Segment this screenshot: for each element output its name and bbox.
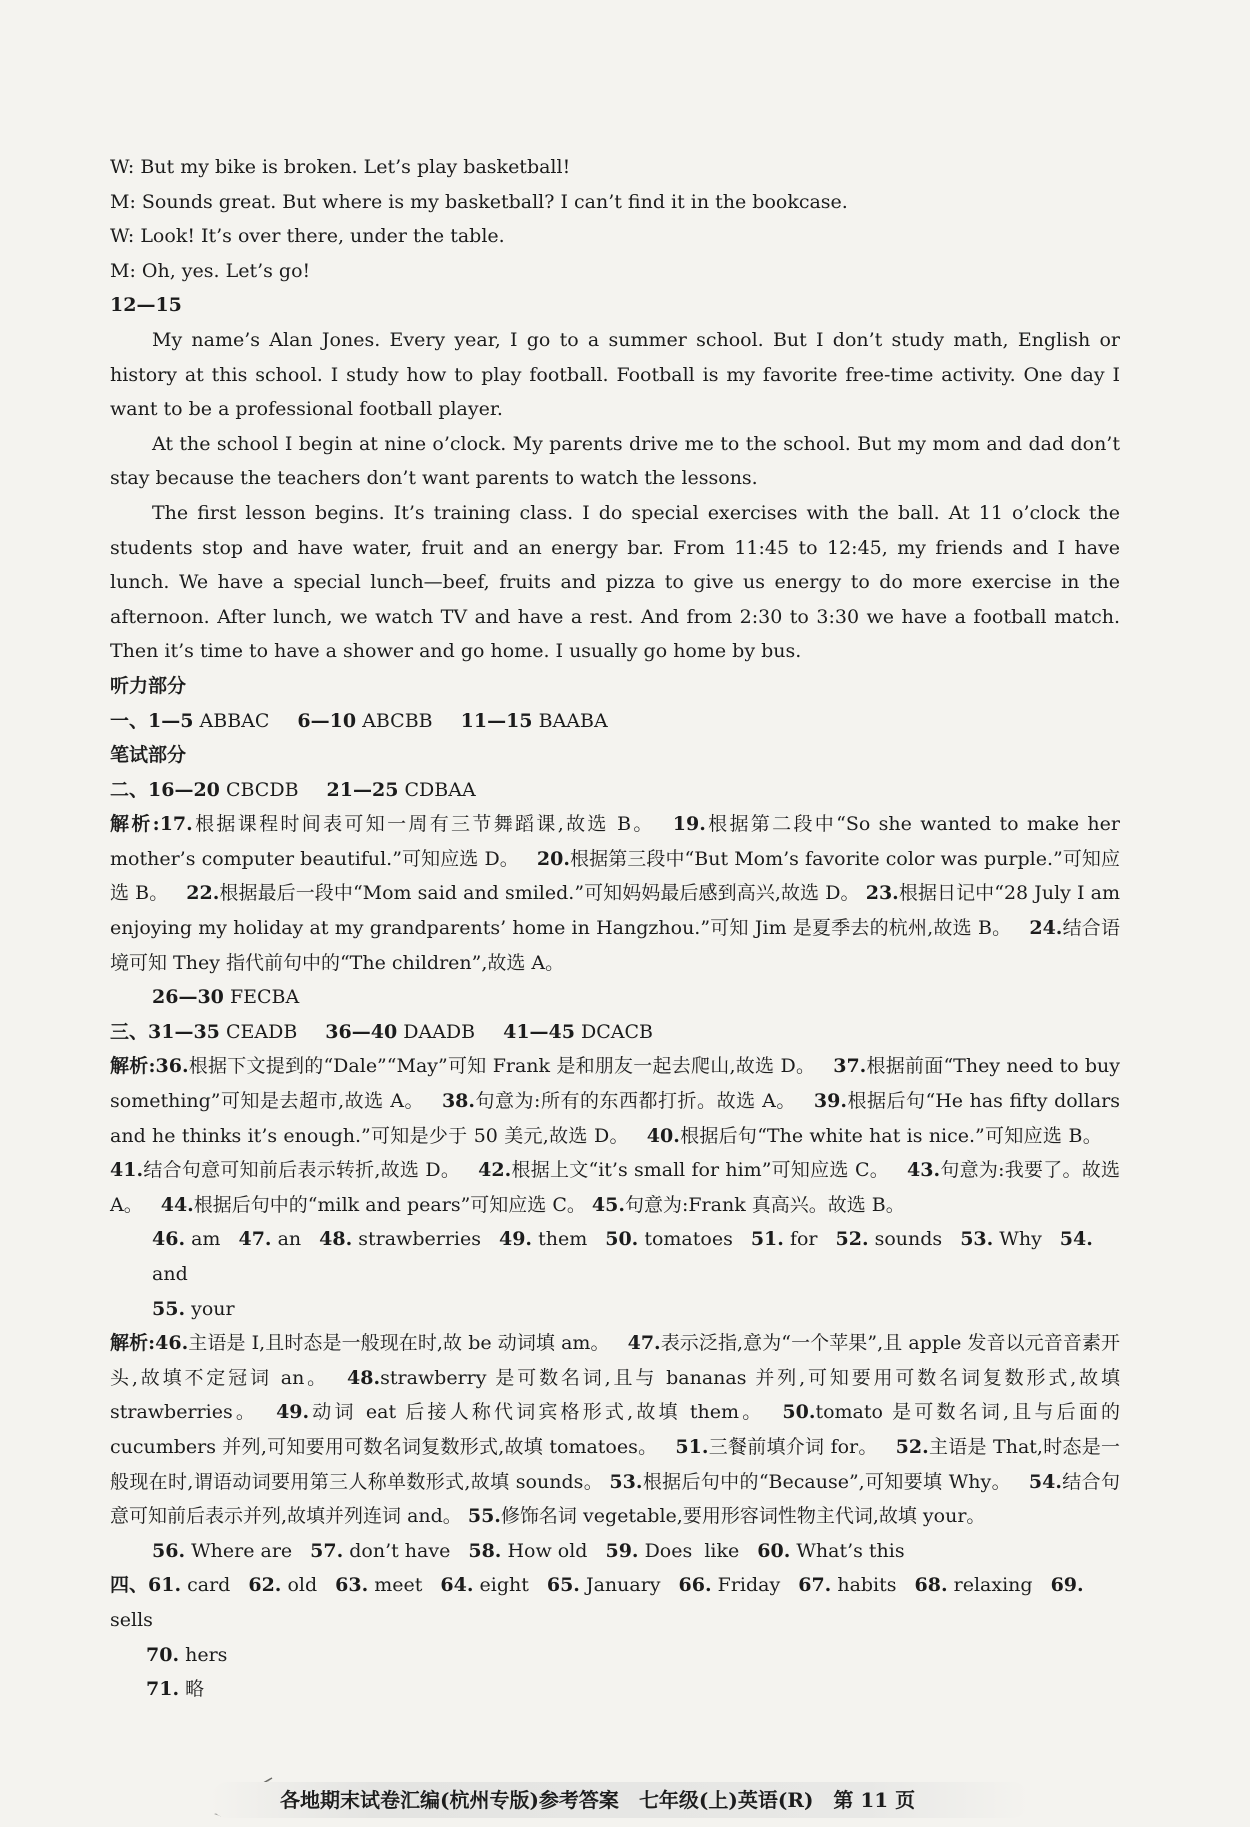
group-answer: BAABA xyxy=(538,709,608,732)
analysis-text: 根据最后一段中“Mom said and smiled.”可知妈妈最后感到高兴,故选 D。 xyxy=(219,882,860,905)
item-number: 47. xyxy=(627,1332,661,1355)
analysis-text: 根据后句“He has fifty dollars and he thinks it’s enough.”可知是少于 50 美元,故选 D。 xyxy=(110,1090,1120,1147)
fill-word: sounds xyxy=(874,1228,943,1251)
item-number: 56. xyxy=(152,1539,186,1562)
item-number: 47. xyxy=(238,1228,272,1251)
fill-word: hers xyxy=(185,1643,228,1666)
fill-word: am xyxy=(191,1228,221,1251)
dialogue-line: M: Sounds great. But where is my basketball? I can’t find it in the bookcase. xyxy=(110,190,848,213)
item-number: 54. xyxy=(1059,1228,1093,1251)
item-number: 38. xyxy=(441,1090,476,1113)
item-number: 69. xyxy=(1050,1574,1084,1597)
item-number: 43. xyxy=(907,1159,941,1182)
item-number: 19. xyxy=(672,813,706,836)
listening-answers xyxy=(110,704,1120,739)
analysis-text: 结合语境可知 They 指代前句中的“The children”,故选 A。 xyxy=(110,917,1120,974)
item-number: 71. xyxy=(146,1678,180,1701)
passage-paragraph: The first lesson begins. It’s training class. I do special exercises with the ball. At 11 o’clock the students stop and have water, fruit and an energy bar. From 11:45 to 12:45, my friends and I have lunch. We have a special lunch—beef, fruits and pizza to give us energy to do more exercise in the afternoon. After lunch, we watch TV and have a rest. And from 2:30 to 3:30 we have a football match. Then it’s time to have a shower and go home. I usually go home by bus. xyxy=(110,501,1120,663)
section-2-answers xyxy=(110,773,1120,808)
analysis-text: strawberry 是可数名词,且与 bananas 并列,可知要用可数名词复数形式,故填 strawberries。 xyxy=(110,1366,1120,1424)
item-number: 44. xyxy=(160,1193,194,1216)
group-range: 31—35 xyxy=(148,1020,220,1043)
analysis-block-2 xyxy=(110,1049,1120,1222)
analysis-text: 句意为:我要了。故选 A。 xyxy=(110,1159,1120,1216)
analysis-text: 根据日记中“28 July I am enjoying my holiday at my grandparents’ home in Hangzhou.”可知 Jim 是夏季去的杭州,故选 B。 xyxy=(110,882,1120,940)
analysis-label: 解析: xyxy=(110,1332,156,1355)
item-number: 49. xyxy=(276,1401,310,1424)
item-number: 65. xyxy=(546,1574,580,1597)
group-answer: FECBA xyxy=(229,986,300,1009)
item-number: 45. xyxy=(591,1193,625,1216)
fill-word: for xyxy=(789,1228,818,1251)
section-prefix: 三、 xyxy=(110,1020,149,1043)
fill-word: Does like xyxy=(644,1539,740,1562)
fill-word: and xyxy=(152,1263,188,1285)
group-answer: CEADB xyxy=(225,1020,298,1043)
item-number: 24. xyxy=(1029,917,1063,940)
passage-range: 12—15 xyxy=(110,294,182,317)
analysis-text: 根据前面“They need to buy something”可知是去超市,故选 A。 xyxy=(110,1055,1120,1113)
dialogue-line: W: Look! It’s over there, under the table. xyxy=(110,225,505,248)
item-number: 58. xyxy=(468,1539,502,1562)
item-number: 46. xyxy=(152,1228,186,1251)
analysis-text: 根据下文提到的“Dale”“May”可知 Frank 是和朋友一起去爬山,故选 D。 xyxy=(188,1055,816,1078)
analysis-block-3 xyxy=(110,1326,1120,1534)
analysis-text: 根据第三段中“But Mom’s favorite color was purple.”可知应选 B。 xyxy=(110,847,1120,905)
analysis-text: 根据课程时间表可知一周有三节舞蹈课,故选 B。 xyxy=(192,813,655,836)
item-number: 55. xyxy=(467,1505,501,1528)
item-number: 37. xyxy=(833,1055,867,1078)
answers-56-60 xyxy=(110,1534,1120,1569)
footer-title: 各地期末试卷汇编(杭州专版)参考答案 xyxy=(280,1788,619,1812)
item-number: 17. xyxy=(159,813,193,836)
group-range: 1—5 xyxy=(148,709,194,732)
item-number: 60. xyxy=(757,1539,791,1562)
section-4-answers xyxy=(110,1568,1120,1706)
item-number: 46. xyxy=(155,1332,189,1355)
dialogue-line: W: But my bike is broken. Let’s play basketball! xyxy=(110,156,571,178)
analysis-text: 结合句意可知前后表示转折,故选 D。 xyxy=(143,1159,461,1182)
item-number: 57. xyxy=(310,1539,344,1562)
analysis-text: 根据后句中的“milk and pears”可知应选 C。 xyxy=(193,1193,586,1216)
analysis-text: 三餐前填介词 for。 xyxy=(708,1435,878,1458)
group-range: 41—45 xyxy=(503,1020,575,1043)
fill-word: sells xyxy=(110,1608,153,1631)
item-number: 22. xyxy=(186,882,220,905)
group-answer: ABBAC xyxy=(199,709,270,732)
fill-word: What’s this xyxy=(796,1539,905,1562)
item-number: 48. xyxy=(347,1366,381,1389)
item-number: 42. xyxy=(478,1159,512,1182)
listening-title: 听力部分 xyxy=(110,674,187,697)
analysis-text: 动词 eat 后接人称代词宾格形式,故填 them。 xyxy=(309,1401,765,1424)
fill-word: card xyxy=(187,1574,231,1597)
analysis-text: 根据后句中的“Because”,可知要填 Why。 xyxy=(642,1470,1011,1493)
group-range: 36—40 xyxy=(325,1020,398,1043)
item-number: 68. xyxy=(914,1574,948,1597)
item-number: 64. xyxy=(440,1574,474,1597)
analysis-text: 结合句意可知前后表示并列,故填并列连词 and。 xyxy=(110,1470,1120,1528)
fill-word: strawberries xyxy=(358,1228,481,1251)
group-26-30 xyxy=(110,980,1120,1015)
item-number: 41. xyxy=(110,1159,144,1182)
item-number: 54. xyxy=(1028,1470,1062,1493)
item-number: 61. xyxy=(148,1574,182,1597)
group-range: 21—25 xyxy=(326,778,399,801)
item-number: 59. xyxy=(605,1539,639,1562)
group-range: 26—30 xyxy=(152,986,224,1009)
fill-word: an xyxy=(277,1228,302,1251)
fill-word: your xyxy=(191,1297,235,1320)
section-prefix: 二、 xyxy=(110,778,149,801)
group-range: 11—15 xyxy=(460,709,533,732)
analysis-text: 根据上文“it’s small for him”可知应选 C。 xyxy=(511,1159,889,1182)
footer-grade: 七年级(上)英语(R) xyxy=(638,1788,814,1812)
passage-paragraph: At the school I begin at nine o’clock. My parents drive me to the school. But my mom and dad don’t stay because the teachers don’t want parents to watch the lessons. xyxy=(110,432,1120,490)
analysis-text: 主语是 I,且时态是一般现在时,故 be 动词填 am。 xyxy=(188,1332,610,1355)
item-number: 49. xyxy=(498,1228,533,1251)
item-number: 66. xyxy=(678,1574,712,1597)
fill-word: meet xyxy=(374,1574,423,1597)
fill-word: 略 xyxy=(185,1678,205,1701)
fill-word: How old xyxy=(507,1539,588,1562)
fill-word: old xyxy=(287,1574,318,1597)
group-range: 6—10 xyxy=(297,709,357,732)
group-answer: DAADB xyxy=(403,1020,476,1043)
section-prefix: 一、 xyxy=(110,709,149,732)
group-answer: DCACB xyxy=(581,1020,654,1043)
fill-word: them xyxy=(538,1228,588,1251)
item-number: 52. xyxy=(895,1435,929,1458)
fill-word: January xyxy=(585,1574,661,1597)
fill-word: Why xyxy=(999,1228,1042,1251)
analysis-text: 句意为:Frank 真高兴。故选 B。 xyxy=(624,1193,905,1216)
item-number: 67. xyxy=(798,1574,832,1597)
fill-word: Friday xyxy=(717,1574,781,1597)
item-number: 39. xyxy=(813,1090,847,1113)
item-number: 51. xyxy=(750,1228,784,1251)
section-prefix: 四、 xyxy=(110,1574,149,1597)
analysis-label: 解析: xyxy=(110,813,160,836)
item-number: 23. xyxy=(865,882,899,905)
item-number: 50. xyxy=(782,1401,816,1424)
page-content xyxy=(110,150,1120,1707)
item-number: 70. xyxy=(146,1643,180,1666)
item-number: 36. xyxy=(155,1055,189,1078)
group-answer: ABCBB xyxy=(362,709,433,732)
passage-paragraph: My name’s Alan Jones. Every year, I go to a summer school. But I don’t study math, English or history at this school. I study how to play football. Football is my favorite free-time activity. One day I want to be a professional football player. xyxy=(110,328,1120,421)
group-answer: CBCDB xyxy=(225,778,299,801)
group-answer: CDBAA xyxy=(404,778,476,801)
item-number: 40. xyxy=(646,1124,680,1147)
analysis-text: 修饰名词 vegetable,要用形容词性物主代词,故填 your。 xyxy=(500,1505,986,1528)
page-footer xyxy=(210,1782,1030,1818)
item-number: 62. xyxy=(248,1574,282,1597)
analysis-text: 主语是 That,时态是一般现在时,谓语动词要用第三人称单数形式,故填 sounds。 xyxy=(110,1435,1121,1493)
fill-answers xyxy=(110,1222,1120,1326)
analysis-label: 解析: xyxy=(110,1055,156,1078)
item-number: 50. xyxy=(605,1228,639,1251)
fill-word: tomatoes xyxy=(644,1228,733,1251)
analysis-text: 句意为:所有的东西都打折。故选 A。 xyxy=(475,1090,796,1113)
item-number: 51. xyxy=(675,1435,709,1458)
item-number: 52. xyxy=(835,1228,869,1251)
fill-word: don’t have xyxy=(349,1539,451,1562)
fill-word: relaxing xyxy=(953,1574,1033,1597)
analysis-text: tomato 是可数名词,且与后面的 cucumbers 并列,可知要用可数名词复数形式,故填 tomatoes。 xyxy=(110,1401,1120,1458)
analysis-text: 根据后句“The white hat is nice.”可知应选 B。 xyxy=(679,1124,1102,1147)
item-number: 63. xyxy=(335,1574,369,1597)
item-number: 48. xyxy=(319,1228,353,1251)
dialogue-line: M: Oh, yes. Let’s go! xyxy=(110,259,311,282)
item-number: 20. xyxy=(536,847,570,870)
item-number: 53. xyxy=(609,1470,643,1493)
footer-page-number: 第 11 页 xyxy=(833,1788,916,1812)
analysis-text: 根据第二段中“So she wanted to make her mother’s computer beautiful.”可知应选 D。 xyxy=(110,813,1120,870)
analysis-block-1 xyxy=(110,807,1120,980)
item-number: 55. xyxy=(152,1297,186,1320)
fill-word: habits xyxy=(837,1574,897,1597)
fill-word: eight xyxy=(479,1574,529,1597)
written-title: 笔试部分 xyxy=(110,744,187,767)
fill-word: Where are xyxy=(191,1539,293,1562)
analysis-text: 表示泛指,意为“一个苹果”,且 apple 发音以元音音素开头,故填不定冠词 an。 xyxy=(110,1332,1121,1389)
item-number: 53. xyxy=(960,1228,994,1251)
section-3-answers xyxy=(110,1015,1120,1050)
group-range: 16—20 xyxy=(148,778,220,801)
